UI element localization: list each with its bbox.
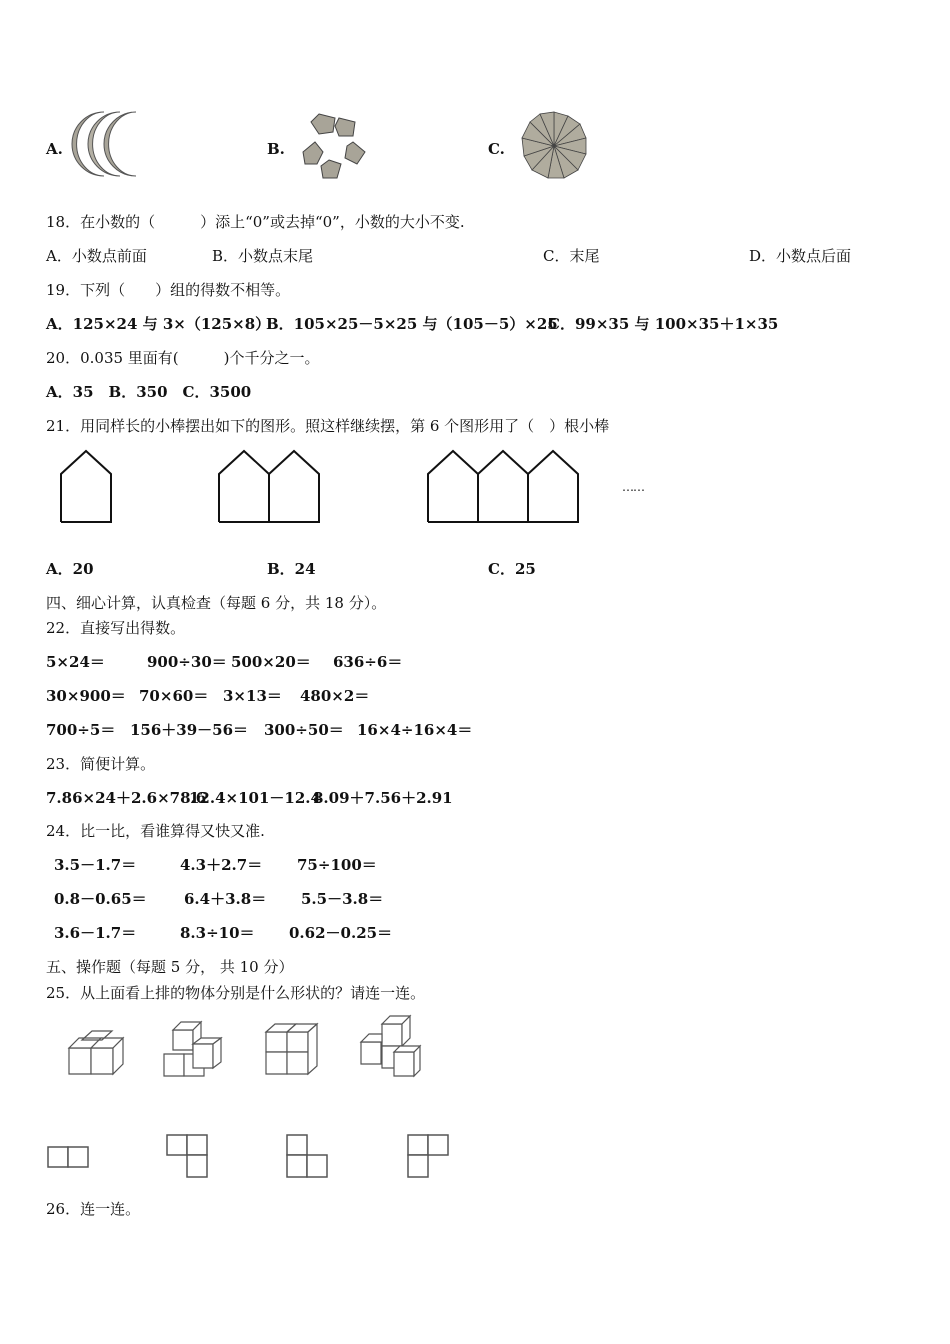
q22-item: 16×4÷16×4＝ bbox=[357, 721, 473, 739]
continuation-dots: …… bbox=[622, 480, 644, 494]
q22-item: 30×900＝ bbox=[46, 687, 126, 705]
section-5-heading: 五、操作题（每题 5 分， 共 10 分） bbox=[46, 958, 294, 976]
q21-option-a: A．20 bbox=[46, 560, 94, 578]
q22-item: 300÷50＝ bbox=[264, 721, 344, 739]
q24-item: 0.62－0.25＝ bbox=[289, 924, 393, 942]
house-shape-2 bbox=[218, 450, 324, 524]
cube-solid-1 bbox=[68, 1030, 124, 1076]
q24-item: 6.4＋3.8＝ bbox=[184, 890, 267, 908]
cube-solid-2 bbox=[163, 1020, 225, 1078]
q23-item: 7.86×24＋2.6×78.6 bbox=[46, 789, 207, 807]
q18-option-a: A．小数点前面 bbox=[46, 247, 147, 265]
top-view-4 bbox=[407, 1134, 451, 1180]
q24-item: 5.5－3.8＝ bbox=[301, 890, 384, 908]
pentagon-ring-figure bbox=[297, 112, 369, 182]
house-shape-3 bbox=[427, 450, 583, 524]
top-view-2 bbox=[166, 1134, 210, 1180]
q23-stem: 23．简便计算。 bbox=[46, 755, 156, 773]
q20-options: A．35 B．350 C．3500 bbox=[46, 383, 252, 401]
cube-solid-3 bbox=[265, 1022, 321, 1076]
q21-option-b: B．24 bbox=[267, 560, 316, 578]
q24-item: 8.3÷10＝ bbox=[180, 924, 255, 942]
q19-option-b: B．105×25－5×25 与（105－5）×25 bbox=[266, 315, 558, 333]
q22-item: 480×2＝ bbox=[300, 687, 370, 705]
q18-option-c: C．末尾 bbox=[543, 247, 600, 265]
q22-item: 500×20＝ bbox=[231, 653, 311, 671]
q23-item: 12.4×101－12.4 bbox=[189, 789, 321, 807]
q22-item: 700÷5＝ bbox=[46, 721, 116, 739]
q22-item: 900÷30＝ bbox=[147, 653, 227, 671]
q22-item: 70×60＝ bbox=[139, 687, 209, 705]
q17-option-a-label: A. bbox=[46, 140, 63, 158]
house-shape-1 bbox=[60, 450, 114, 524]
q24-item: 0.8－0.65＝ bbox=[54, 890, 147, 908]
q26-stem: 26．连一连。 bbox=[46, 1200, 141, 1218]
top-view-3 bbox=[286, 1134, 330, 1180]
q19-stem: 19．下列（ ）组的得数不相等。 bbox=[46, 281, 291, 299]
q17-option-c-label: C. bbox=[488, 140, 505, 158]
q24-item: 3.6－1.7＝ bbox=[54, 924, 137, 942]
q22-stem: 22．直接写出得数。 bbox=[46, 619, 186, 637]
q18-option-b: B．小数点末尾 bbox=[212, 247, 314, 265]
q21-option-c: C．25 bbox=[488, 560, 536, 578]
section-4-heading: 四、细心计算，认真检查（每题 6 分，共 18 分）。 bbox=[46, 594, 387, 612]
q20-stem: 20．0.035 里面有( )个千分之一。 bbox=[46, 349, 320, 367]
crescent-moons-figure bbox=[76, 108, 156, 180]
q22-item: 636÷6＝ bbox=[333, 653, 403, 671]
q19-option-c: C．99×35 与 100×35＋1×35 bbox=[548, 315, 779, 333]
cube-solid-4 bbox=[360, 1014, 424, 1078]
q18-option-d: D．小数点后面 bbox=[749, 247, 852, 265]
q24-stem: 24．比一比，看谁算得又快又准. bbox=[46, 822, 265, 840]
q24-item: 4.3＋2.7＝ bbox=[180, 856, 263, 874]
q17-option-b-label: B. bbox=[267, 140, 285, 158]
q18-stem: 18．在小数的（ ）添上“0”或去掉“0”，小数的大小不变. bbox=[46, 213, 465, 231]
q22-item: 156＋39－56＝ bbox=[130, 721, 249, 739]
q24-item: 3.5－1.7＝ bbox=[54, 856, 137, 874]
q25-stem: 25．从上面看上排的物体分别是什么形状的？请连一连。 bbox=[46, 984, 426, 1002]
q21-stem: 21．用同样长的小棒摆出如下的图形。照这样继续摆，第 6 个图形用了（ ）根小棒 bbox=[46, 417, 610, 435]
q22-item: 5×24＝ bbox=[46, 653, 105, 671]
top-view-1 bbox=[47, 1146, 91, 1170]
pinwheel-figure bbox=[518, 110, 590, 182]
q24-item: 75÷100＝ bbox=[297, 856, 377, 874]
q19-option-a: A．125×24 与 3×（125×8） bbox=[46, 315, 271, 333]
q22-item: 3×13＝ bbox=[223, 687, 282, 705]
q23-item: 8.09＋7.56＋2.91 bbox=[313, 789, 453, 807]
